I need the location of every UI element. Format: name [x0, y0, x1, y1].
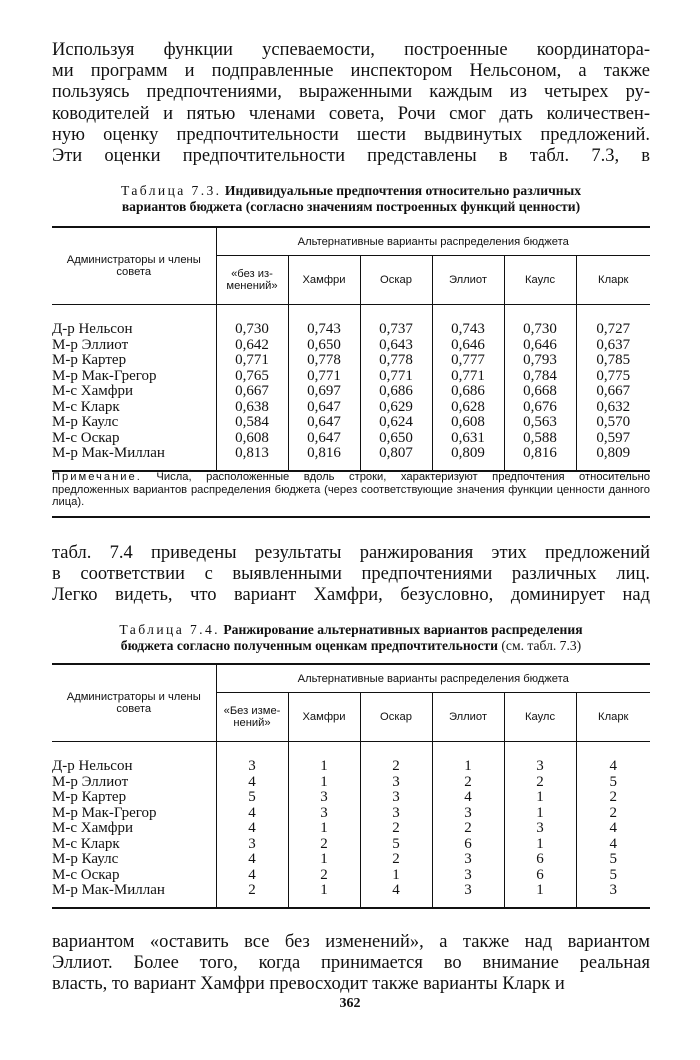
note-label: Примечание.	[52, 471, 142, 483]
cell-value: 3	[288, 790, 360, 806]
column-header: «Без изме-нений»	[216, 693, 288, 742]
page-number: 362	[339, 996, 361, 1011]
cell-value: 0,608	[216, 431, 288, 447]
cell-value: 2	[288, 868, 360, 884]
row-name: М-р Каулс	[52, 851, 119, 867]
cell-value: 3	[360, 790, 432, 806]
cell-value: 5	[216, 790, 288, 806]
caption-line-1: Индивидуальные предпочтения относительно различных	[224, 183, 582, 198]
table-row	[52, 837, 650, 853]
cell-value: 1	[288, 775, 360, 791]
cell-value: 2	[360, 759, 432, 775]
cell-value: 2	[576, 806, 650, 822]
divider	[52, 516, 650, 518]
table-row	[52, 431, 650, 447]
cell-value: 0,771	[432, 369, 504, 385]
cell-value: 3	[432, 883, 504, 899]
cell-value: 0,697	[288, 384, 360, 400]
cell-value: 0,647	[288, 431, 360, 447]
cell-value: 3	[432, 868, 504, 884]
cell-value: 0,624	[360, 415, 432, 431]
column-header: Каулс	[504, 256, 576, 305]
cell-value: 6	[504, 852, 576, 868]
cell-value: 0,637	[576, 338, 650, 354]
row-name: М-с Кларк	[52, 398, 120, 415]
row-name: М-р Мак-Грегор	[52, 367, 157, 384]
table-row	[52, 821, 650, 837]
row-name: М-с Хамфри	[52, 383, 133, 399]
cell-value: 0,816	[288, 446, 360, 462]
cell-value: 0,743	[288, 322, 360, 338]
cell-value: 0,563	[504, 415, 576, 431]
spacer-row	[52, 899, 650, 908]
table-7-3-caption	[52, 183, 650, 215]
caption-label: Таблица 7.4.	[119, 622, 220, 637]
table-7-3	[52, 226, 650, 472]
text-line: Эти оценки предпочтительности представлены в табл. 7.3, в	[52, 146, 650, 167]
cell-value: 0,676	[504, 400, 576, 416]
cell-value: 0,727	[576, 322, 650, 338]
table-row	[52, 415, 650, 431]
cell-value: 5	[576, 868, 650, 884]
stub-header: Администраторы и члены совета	[52, 664, 216, 742]
table-row	[52, 790, 650, 806]
cell-value: 3	[360, 806, 432, 822]
caption-label: Таблица 7.3.	[120, 183, 222, 198]
table-7-4-caption	[52, 622, 650, 654]
cell-value: 3	[216, 837, 288, 853]
table-row	[52, 868, 650, 884]
column-header: Кларк	[576, 693, 650, 742]
text-line: табл. 7.4 приведены результаты ранжирования этих предложений	[52, 543, 650, 563]
cell-value: 3	[504, 759, 576, 775]
cell-value: 5	[576, 775, 650, 791]
cell-value: 0,647	[288, 400, 360, 416]
cell-value: 0,777	[432, 353, 504, 369]
group-header: Альтернативные варианты распределения бюджета	[216, 227, 650, 256]
cell-value: 0,775	[576, 369, 650, 385]
caption-line-2: вариантов бюджета (согласно значениям построенных функций ценности)	[121, 199, 581, 214]
cell-value: 0,643	[360, 338, 432, 354]
table-row	[52, 369, 650, 385]
table-row	[52, 775, 650, 791]
table-row	[52, 806, 650, 822]
row-name: М-р Мак-Миллан	[52, 882, 165, 898]
text-line: пользуясь предпочтениями, выраженными каждым из четырех ру-	[52, 82, 650, 103]
paragraph-3	[52, 932, 650, 996]
cell-value: 1	[288, 852, 360, 868]
caption-line-2-tail: (см. табл. 7.3)	[501, 638, 582, 653]
cell-value: 1	[360, 868, 432, 884]
cell-value: 4	[576, 837, 650, 853]
cell-value: 4	[576, 821, 650, 837]
cell-value: 5	[576, 852, 650, 868]
cell-value: 3	[360, 775, 432, 791]
cell-value: 0,793	[504, 353, 576, 369]
cell-value: 3	[576, 883, 650, 899]
row-name: М-р Мак-Грегор	[52, 804, 157, 821]
text-line: ководителей и пятью членами совета, Рочи смог дать количествен-	[52, 103, 650, 124]
table-row	[52, 384, 650, 400]
table-row	[52, 322, 650, 338]
row-name: Д-р Нельсон	[52, 321, 133, 337]
row-name: М-р Картер	[52, 352, 127, 368]
cell-value: 2	[216, 883, 288, 899]
column-header: Кларк	[576, 256, 650, 305]
cell-value: 4	[216, 868, 288, 884]
cell-value: 0,743	[432, 322, 504, 338]
cell-value: 1	[504, 806, 576, 822]
cell-value: 0,771	[288, 369, 360, 385]
cell-value: 6	[432, 837, 504, 853]
row-name: М-р Каулс	[52, 414, 119, 430]
cell-value: 0,765	[216, 369, 288, 385]
table-7-3-note	[52, 471, 650, 509]
row-name: М-с Оскар	[52, 429, 120, 446]
table-body	[52, 742, 650, 908]
caption-line-1: Ранжирование альтернативных вариантов распределения	[223, 622, 583, 637]
cell-value: 0,584	[216, 415, 288, 431]
cell-value: 2	[360, 852, 432, 868]
row-name: М-с Кларк	[52, 835, 120, 852]
cell-value: 1	[504, 790, 576, 806]
stub-header: Администраторы и члены совета	[52, 227, 216, 305]
cell-value: 0,778	[360, 353, 432, 369]
paragraph-1	[52, 40, 650, 167]
cell-value: 0,638	[216, 400, 288, 416]
cell-value: 4	[360, 883, 432, 899]
cell-value: 0,629	[360, 400, 432, 416]
table-row	[52, 353, 650, 369]
row-name: М-р Мак-Миллан	[52, 445, 165, 461]
cell-value: 0,628	[432, 400, 504, 416]
text-line: Эллиот. Более того, когда принимается во внимание реальная	[52, 953, 650, 974]
cell-value: 0,737	[360, 322, 432, 338]
table-body	[52, 305, 650, 471]
column-header: Каулс	[504, 693, 576, 742]
cell-value: 0,667	[576, 384, 650, 400]
cell-value: 0,632	[576, 400, 650, 416]
cell-value: 5	[360, 837, 432, 853]
cell-value: 0,631	[432, 431, 504, 447]
cell-value: 2	[576, 790, 650, 806]
cell-value: 1	[288, 821, 360, 837]
cell-value: 2	[432, 775, 504, 791]
cell-value: 0,686	[360, 384, 432, 400]
cell-value: 0,686	[432, 384, 504, 400]
spacer-row	[52, 462, 650, 471]
column-header: Хамфри	[288, 256, 360, 305]
cell-value: 0,647	[288, 415, 360, 431]
cell-value: 4	[216, 775, 288, 791]
cell-value: 0,778	[288, 353, 360, 369]
cell-value: 0,646	[504, 338, 576, 354]
cell-value: 0,642	[216, 338, 288, 354]
cell-value: 0,668	[504, 384, 576, 400]
paragraph-2	[52, 543, 650, 607]
cell-value: 0,784	[504, 369, 576, 385]
cell-value: 0,813	[216, 446, 288, 462]
text-line: ми программ и подправленные инспектором Нельсоном, а также	[52, 61, 650, 82]
cell-value: 1	[432, 759, 504, 775]
cell-value: 4	[216, 806, 288, 822]
text-line: в соответствии с выявленными предпочтениями различных лиц.	[52, 564, 650, 585]
cell-value: 4	[576, 759, 650, 775]
table-row	[52, 759, 650, 775]
table-row	[52, 883, 650, 899]
text-line: Легко видеть, что вариант Хамфри, безусловно, доминирует над	[52, 585, 650, 606]
table-7-4	[52, 663, 650, 909]
text-line: Используя функции успеваемости, построенные координатора-	[52, 40, 650, 60]
cell-value: 0,809	[576, 446, 650, 462]
text-line: вариантом «оставить все без изменений», а также над вариантом	[52, 932, 650, 952]
cell-value: 0,809	[432, 446, 504, 462]
cell-value: 2	[432, 821, 504, 837]
cell-value: 1	[504, 837, 576, 853]
row-name: М-с Хамфри	[52, 820, 133, 836]
caption-line-2: бюджета согласно полученным оценкам предпочтительности	[120, 638, 498, 653]
cell-value: 1	[288, 759, 360, 775]
table-row	[52, 338, 650, 354]
column-header: Эллиот	[432, 256, 504, 305]
cell-value: 6	[504, 868, 576, 884]
cell-value: 3	[288, 806, 360, 822]
column-header: Эллиот	[432, 693, 504, 742]
cell-value: 0,597	[576, 431, 650, 447]
cell-value: 0,807	[360, 446, 432, 462]
table-row	[52, 446, 650, 462]
cell-value: 0,730	[504, 322, 576, 338]
cell-value: 0,771	[360, 369, 432, 385]
row-name: М-р Эллиот	[52, 773, 129, 790]
text-line: ную оценку предпочтительности шести выдвинутых предложений.	[52, 124, 650, 145]
cell-value: 3	[504, 821, 576, 837]
cell-value: 2	[360, 821, 432, 837]
row-name: М-с Оскар	[52, 866, 120, 883]
cell-value: 4	[432, 790, 504, 806]
cell-value: 4	[216, 852, 288, 868]
column-header: Оскар	[360, 693, 432, 742]
spacer-row	[52, 305, 650, 323]
cell-value: 0,588	[504, 431, 576, 447]
cell-value: 1	[504, 883, 576, 899]
cell-value: 4	[216, 821, 288, 837]
spacer-row	[52, 742, 650, 760]
cell-value: 0,608	[432, 415, 504, 431]
cell-value: 0,816	[504, 446, 576, 462]
cell-value: 2	[288, 837, 360, 853]
cell-value: 0,667	[216, 384, 288, 400]
cell-value: 0,650	[288, 338, 360, 354]
row-name: М-р Эллиот	[52, 336, 129, 353]
table-row	[52, 852, 650, 868]
cell-value: 0,570	[576, 415, 650, 431]
cell-value: 0,771	[216, 353, 288, 369]
column-header: «без из-менений»	[216, 256, 288, 305]
column-header: Хамфри	[288, 693, 360, 742]
cell-value: 0,785	[576, 353, 650, 369]
cell-value: 2	[504, 775, 576, 791]
column-header: Оскар	[360, 256, 432, 305]
cell-value: 0,650	[360, 431, 432, 447]
table-row	[52, 400, 650, 416]
note-text: Числа, расположенные вдоль строки, характеризуют предпочтения относительно предложенных вариантов распределения бюджета (через соответствующие значения функции ценности данного лица).	[52, 471, 650, 509]
row-name: Д-р Нельсон	[52, 758, 133, 774]
cell-value: 3	[432, 852, 504, 868]
row-name: М-р Картер	[52, 789, 127, 805]
group-header: Альтернативные варианты распределения бюджета	[216, 664, 650, 693]
cell-value: 3	[432, 806, 504, 822]
cell-value: 0,730	[216, 322, 288, 338]
cell-value: 1	[288, 883, 360, 899]
text-line: власть, то вариант Хамфри превосходит также варианты Кларк и	[52, 974, 565, 995]
cell-value: 0,646	[432, 338, 504, 354]
cell-value: 3	[216, 759, 288, 775]
